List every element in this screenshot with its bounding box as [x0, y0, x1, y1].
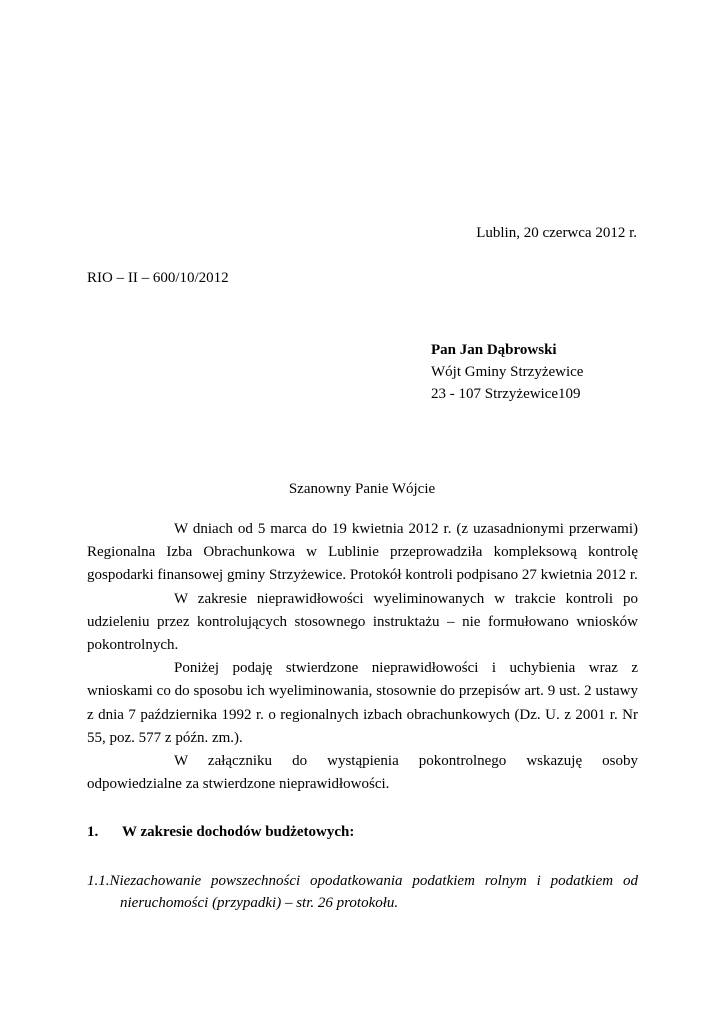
body-paragraph: W załączniku do wystąpienia pokontrolnego wskazuję osoby odpowiedzialne za stwierdzone nieprawidłowości. — [87, 753, 638, 793]
section-title: W zakresie dochodów budżetowych: — [122, 824, 355, 840]
subsection-heading: 1.1.Niezachowanie powszechności opodatkowania podatkiem rolnym i podatkiem od nieruchomości (przypadki) – str. 26 protokołu. — [87, 873, 638, 911]
date-line: Lublin, 20 czerwca 2012 r. — [476, 225, 637, 241]
body-paragraph: W zakresie nieprawidłowości wyeliminowanych w trakcie kontroli po udzieleniu przez kontrolujących stosownego instruktażu – nie formułowano wniosków pokontrolnych. — [87, 590, 638, 654]
addressee-title: Wójt Gminy Strzyżewice — [431, 364, 584, 380]
section-heading — [87, 822, 638, 842]
body-paragraph: Poniżej podaję stwierdzone nieprawidłowości i uchybienia wraz z wnioskami co do sposobu ich wyeliminowania, stosownie do przepisów art. 9 ust. 2 ustawy z dnia 7 października 1992 r. o regionalnych izbach obrachunkowych (Dz. U. z 2001 r. Nr 55, poz. 577 z późn. zm.). — [87, 660, 638, 746]
addressee-block — [431, 339, 583, 405]
addressee-name: Pan Jan Dąbrowski — [431, 342, 557, 358]
salutation: Szanowny Panie Wójcie — [288, 481, 436, 497]
letter-body — [87, 518, 638, 796]
section-number: 1. — [87, 824, 99, 840]
addressee-address: 23 - 107 Strzyżewice109 — [431, 386, 581, 402]
reference-number: RIO – II – 600/10/2012 — [87, 270, 229, 286]
body-paragraph: W dniach od 5 marca do 19 kwietnia 2012 r. (z uzasadnionymi przerwami) Regionalna Izba Obrachunkowa w Lublinie przeprowadziła kompleksową kontrolę gospodarki finansowej gminy Strzyżewice. Protokół kontroli podpisano 27 kwietnia 2012 r. — [87, 521, 638, 584]
